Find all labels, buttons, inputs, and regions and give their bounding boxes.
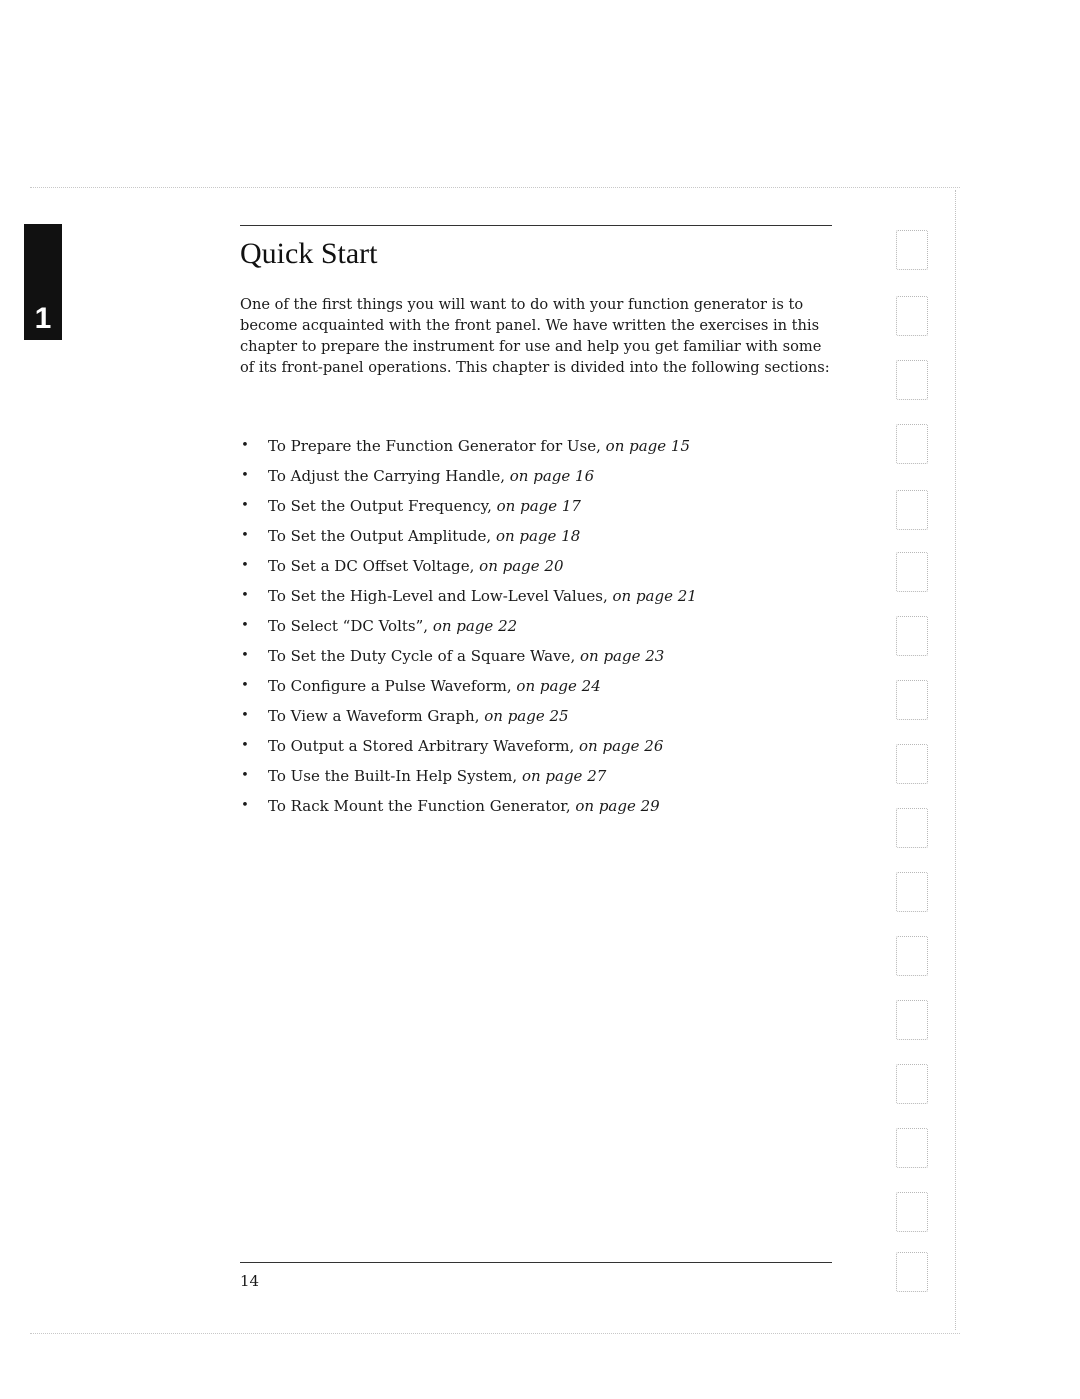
intro-paragraph: One of the first things you will want to do with your function generator is to become acquainted with the front panel. We have written the exercises in this chapter to prepare the instrument for use and help you get familiar with some of its front-panel operations. This chapter is divided into the following sections: — [240, 296, 830, 376]
section-item — [240, 582, 840, 612]
section-title: To Set a DC Offset Voltage, — [268, 557, 480, 575]
page-reference-link[interactable]: on page 26 — [579, 737, 664, 755]
section-item — [240, 612, 840, 642]
binder-hole — [896, 1192, 928, 1232]
binder-hole — [896, 490, 928, 530]
bullet-icon: • — [241, 558, 249, 573]
page-reference-link[interactable]: on page 25 — [484, 707, 569, 725]
section-item — [240, 432, 840, 462]
bullet-icon: • — [241, 588, 249, 603]
page-reference-link[interactable]: on page 29 — [575, 797, 660, 815]
binder-hole — [896, 872, 928, 912]
page-number: 14 — [240, 1272, 260, 1290]
page-reference-link[interactable]: on page 16 — [509, 467, 595, 485]
section-title: To Adjust the Carrying Handle, — [268, 467, 510, 485]
binder-hole — [896, 552, 928, 592]
section-item — [240, 642, 840, 672]
binder-hole — [896, 1252, 928, 1292]
binder-hole — [896, 1064, 928, 1104]
section-title: To Set the High-Level and Low-Level Values, — [268, 587, 613, 605]
section-title: To Rack Mount the Function Generator, — [268, 797, 576, 815]
binder-hole — [896, 424, 928, 464]
footer-rule — [240, 1262, 832, 1263]
section-item — [240, 792, 840, 822]
section-item — [240, 552, 840, 582]
binder-hole — [896, 296, 928, 336]
scan-edge-bottom — [30, 1333, 960, 1334]
binder-hole — [896, 616, 928, 656]
bullet-icon: • — [241, 498, 249, 513]
page-reference-link[interactable]: on page 21 — [612, 587, 697, 605]
page-reference-link[interactable]: on page 23 — [579, 647, 665, 665]
binder-hole — [896, 1000, 928, 1040]
page-title: Quick Start — [240, 237, 378, 270]
section-item — [240, 762, 840, 792]
section-title: To Set the Duty Cycle of a Square Wave, — [268, 647, 580, 665]
section-item — [240, 702, 840, 732]
page-reference-link[interactable]: on page 22 — [432, 617, 518, 635]
section-item — [240, 672, 840, 702]
binder-hole — [896, 744, 928, 784]
section-item — [240, 492, 840, 522]
chapter-tab — [24, 224, 62, 340]
scan-edge-right — [955, 190, 956, 1330]
binder-hole — [896, 680, 928, 720]
section-title: To Prepare the Function Generator for Use, — [268, 437, 606, 455]
section-title: To View a Waveform Graph, — [268, 707, 485, 725]
bullet-icon: • — [241, 708, 249, 723]
bullet-icon: • — [241, 768, 249, 783]
section-title: To Output a Stored Arbitrary Waveform, — [268, 737, 580, 755]
section-item — [240, 462, 840, 492]
page-reference-link[interactable]: on page 15 — [605, 437, 691, 455]
bullet-icon: • — [241, 678, 249, 693]
page-reference-link[interactable]: on page 27 — [521, 767, 607, 785]
section-list — [240, 432, 840, 822]
binder-holes — [896, 230, 936, 1290]
binder-hole — [896, 1128, 928, 1168]
section-item — [240, 732, 840, 762]
chapter-number: 1 — [34, 302, 52, 335]
page-reference-link[interactable]: on page 20 — [479, 557, 564, 575]
page-reference-link[interactable]: on page 24 — [516, 677, 601, 695]
page-reference-link[interactable]: on page 18 — [495, 527, 581, 545]
binder-hole — [896, 230, 928, 270]
section-item — [240, 522, 840, 552]
section-title: To Configure a Pulse Waveform, — [268, 677, 517, 695]
bullet-icon: • — [241, 618, 249, 633]
binder-hole — [896, 936, 928, 976]
bullet-icon: • — [241, 438, 249, 453]
scan-edge-top — [30, 187, 960, 188]
section-title: To Select “DC Volts”, — [268, 617, 433, 635]
bullet-icon: • — [241, 468, 249, 483]
binder-hole — [896, 808, 928, 848]
section-title: To Use the Built-In Help System, — [268, 767, 522, 785]
bullet-icon: • — [241, 648, 249, 663]
header-rule — [240, 225, 832, 226]
section-title: To Set the Output Amplitude, — [268, 527, 496, 545]
binder-hole — [896, 360, 928, 400]
bullet-icon: • — [241, 528, 249, 543]
page-reference-link[interactable]: on page 17 — [496, 497, 581, 515]
bullet-icon: • — [241, 798, 249, 813]
bullet-icon: • — [241, 738, 249, 753]
section-title: To Set the Output Frequency, — [268, 497, 497, 515]
